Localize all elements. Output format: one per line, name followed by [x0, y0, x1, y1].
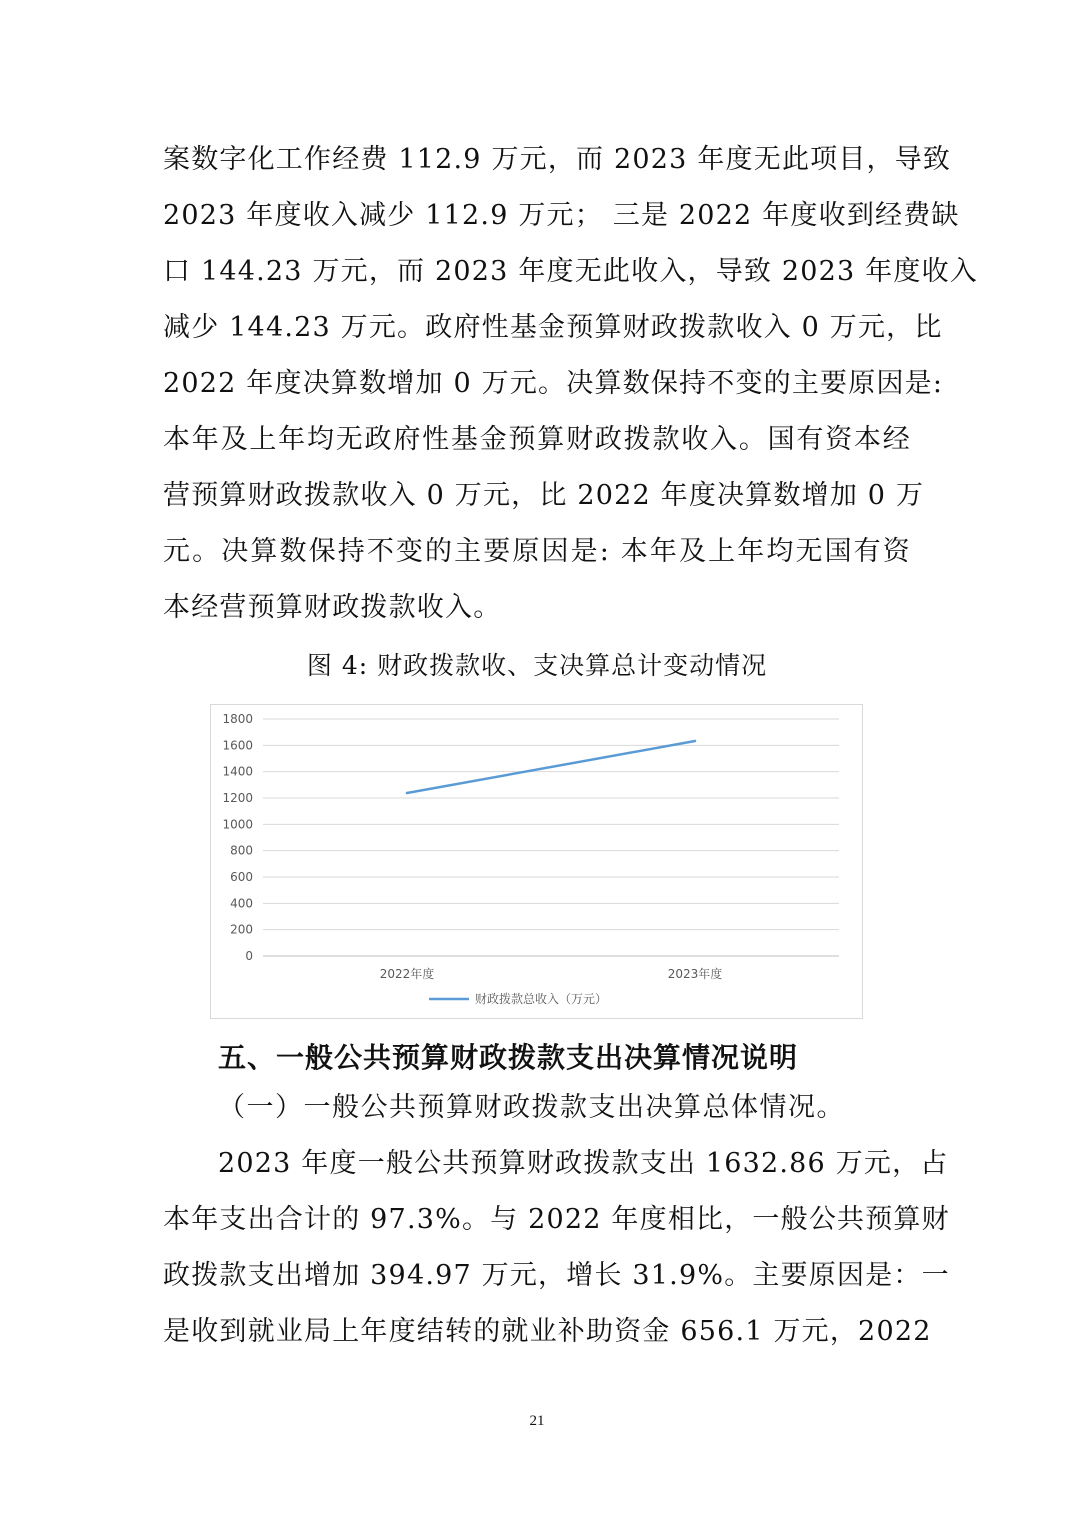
y-tick-label: 200 [230, 922, 253, 937]
page-number: 21 [529, 1413, 545, 1429]
x-tick-label: 2022年度 [379, 967, 435, 981]
body-text-line: 是收到就业局上年度结转的就业补助资金 656.1 万元，2022 [163, 1316, 932, 1347]
chart-svg [211, 705, 864, 1020]
y-tick-label: 1000 [222, 817, 253, 832]
data-point [694, 740, 696, 742]
body-text-line: 本经营预算财政拨款收入。 [163, 592, 502, 623]
y-tick-label: 1200 [222, 791, 253, 805]
line-chart [210, 704, 863, 1019]
body-text-line: 2023 年度收入减少 112.9 万元； 三是 2022 年度收到经费缺 [163, 200, 960, 231]
legend-label: 财政拨款总收入（万元） [475, 992, 608, 1006]
body-text-line: 口 144.23 万元，而 2023 年度无此收入，导致 2023 年度收入 [163, 256, 978, 287]
y-tick-label: 400 [230, 896, 253, 911]
y-tick-label: 1400 [222, 764, 253, 779]
data-point [406, 792, 408, 794]
body-text-line: 案数字化工作经费 112.9 万元，而 2023 年度无此项目，导致 [163, 144, 952, 175]
subsection-heading: （一）一般公共预算财政拨款支出决算总体情况。 [218, 1092, 845, 1123]
body-text-line: 元。决算数保持不变的主要原因是: 本年及上年均无国有资 [163, 536, 911, 567]
section-heading: 五、一般公共预算财政拨款支出决算情况说明 [218, 1041, 799, 1074]
body-text-line: 减少 144.23 万元。政府性基金预算财政拨款收入 0 万元，比 [163, 312, 943, 343]
y-tick-label: 0 [245, 949, 253, 963]
y-tick-label: 1600 [222, 738, 253, 753]
body-text-line: 2023 年度一般公共预算财政拨款支出 1632.86 万元，占 [218, 1148, 949, 1179]
body-text-line: 2022 年度决算数增加 0 万元。决算数保持不变的主要原因是: [163, 368, 944, 399]
y-tick-label: 600 [230, 870, 253, 884]
body-text-line: 政拨款支出增加 394.97 万元，增长 31.9%。主要原因是：一 [163, 1260, 950, 1291]
body-text-line: 营预算财政拨款收入 0 万元，比 2022 年度决算数增加 0 万 [163, 480, 925, 511]
body-text-line: 本年及上年均无政府性基金预算财政拨款收入。国有资本经 [163, 424, 911, 455]
y-tick-label: 1800 [222, 712, 253, 726]
figure-caption: 图 4: 财政拨款收、支决算总计变动情况 [306, 651, 768, 680]
y-tick-label: 800 [230, 843, 253, 858]
body-text-line: 本年支出合计的 97.3%。与 2022 年度相比，一般公共预算财 [163, 1204, 950, 1235]
series-line [407, 741, 695, 793]
x-tick-label: 2023年度 [667, 967, 723, 981]
